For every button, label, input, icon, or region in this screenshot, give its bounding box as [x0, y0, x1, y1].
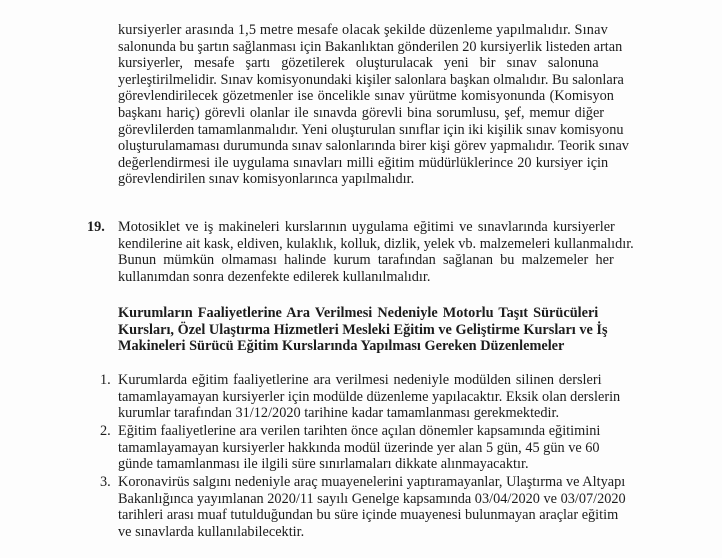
text-line: Bunun mümkün olmaması halinde kurum tarafından sağlanan bu malzemeler her — [118, 252, 614, 269]
text-line: değerlendirmesi ile uygulama sınavları milli eğitim müdürlüklerince 20 kursiyer için — [118, 154, 609, 171]
item-number: 3. — [100, 474, 111, 490]
text-line: başkanı hariç) görevli olanlar ile sınavda görevli bina sorumlusu, şef, memur diğer — [118, 104, 605, 121]
paragraph-continuation — [0, 22, 722, 188]
text-line: Kurumlarda eğitim faaliyetlerine ara verilmesi nedeniyle modülden silinen dersleri — [118, 372, 602, 388]
text-line: kendilerine ait kask, eldiven, kulaklık, kolluk, dizlik, yelek vb. malzemeleri kullanmalıdır. — [118, 235, 634, 252]
text-line: kursiyerler arasında 1,5 metre mesafe olacak şekilde düzenleme yapılmalıdır. Sınav — [118, 22, 608, 38]
heading-line: Kurumların Faaliyetlerine Ara Verilmesi Nedeniyle Motorlu Taşıt Sürücüleri — [118, 305, 599, 321]
text-line: ve sınavlarda kullanılabilecektir. — [118, 523, 305, 540]
text-line: Eğitim faaliyetlerine ara verilen tarihten önce açılan dönemler kapsamında eğitimini — [118, 423, 601, 439]
list-item — [0, 372, 722, 422]
text-line: kurumlar tarafından 31/12/2020 tarihine kadar tamamlanması gerekmektedir. — [118, 405, 560, 422]
text-line: görevlendirilecek gözetmenler ise öncelikle sınav yürütme komisyonunda (Komisyon — [118, 88, 614, 105]
list-item — [0, 474, 722, 540]
list-item-19 — [0, 219, 722, 285]
text-line: günde tamamlanması ile ilgili süre sınırlamaları dikkate alınmayacaktır. — [118, 456, 529, 473]
text-line: oluşturulamaması durumunda sınav salonlarında birer kişi görev yapmalıdır. Teorik sınav — [118, 138, 629, 155]
text-line: tarihleri arası muaf tutulduğundan bu süre içinde muayenesi bulunmayan araçlar eğitim — [118, 507, 619, 524]
text-line: Bakanlığınca yayımlanan 2020/11 sayılı Genelge kapsamında 03/04/2020 ve 03/07/2020 — [118, 490, 626, 507]
text-line: salonunda bu şartın sağlanması için Bakanlıktan gönderilen 20 kursiyerlik listeden artan — [118, 38, 623, 55]
item-number: 1. — [100, 372, 111, 388]
text-line: tamamlayamayan kursiyerler için modülde düzenleme yapılacaktır. Eksik olan derslerin — [118, 388, 621, 405]
item-number: 2. — [100, 423, 111, 439]
text-line: tamamlayamayan kursiyerler hakkında modül üzerinde yer alan 5 gün, 45 gün ve 60 — [118, 439, 600, 456]
text-line: yerleştirilmelidir. Sınav komisyonundaki kişiler salonlara başkan olmalıdır. Bu salonlara — [118, 71, 624, 88]
text-line: Motosiklet ve iş makineleri kurslarının uygulama eğitimi ve sınavlarında kursiyerler — [118, 219, 615, 235]
heading-line: Makineleri Sürücü Eğitim Kurslarında Yapılması Gereken Düzenlemeler — [118, 338, 565, 355]
text-line: Koronavirüs salgını nedeniyle araç muayenelerini yaptıramayanlar, Ulaştırma ve Altyapı — [118, 474, 626, 490]
heading-line: Kursları, Özel Ulaştırma Hizmetleri Mesleki Eğitim ve Geliştirme Kursları ve İş — [118, 321, 608, 338]
text-line: kullanımdan sonra dezenfekte edilerek kullanılmalıdır. — [118, 268, 431, 285]
text-line: görevlilerden tamamlanmalıdır. Yeni oluşturulan sınıflar için iki kişilik sınav komisyonu — [118, 121, 624, 138]
section-heading — [0, 305, 722, 355]
list-item — [0, 423, 722, 473]
text-line: görevlendirilen sınav komisyonlarınca yapılmalıdır. — [118, 171, 415, 188]
item-number: 19. — [87, 219, 105, 235]
text-line: kursiyerler, mesafe şartı gözetilerek oluşturulacak yeni bir sınav salonuna — [118, 55, 599, 72]
